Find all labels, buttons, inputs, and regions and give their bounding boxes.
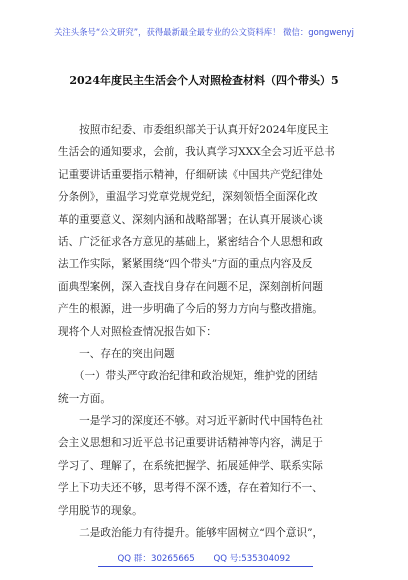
body-line: 生活会的通知要求，会前，我认真学习XXX全会习近平总书 bbox=[58, 146, 335, 159]
body-line: 二是政治能力有待提升。能够牢固树立“四个意识”， bbox=[58, 527, 324, 540]
body-line: 按照市纪委、市委组织部关于认真开好2024年度民主 bbox=[58, 124, 329, 136]
footer-qq-group: QQ 群：30265665 bbox=[117, 554, 195, 564]
body-line: 学上下功夫还不够，思考得不深不透，存在着知行不一、 bbox=[58, 482, 323, 495]
body-line: 话、广泛征求各方意见的基础上，紧密结合个人思想和政 bbox=[58, 235, 323, 248]
body-line: 学用脱节的现象。 bbox=[58, 504, 143, 517]
footer-contact bbox=[0, 552, 408, 564]
header-promo-text: 关注头条号“公文研究”，获得最新最全最专业的公文资料库！ 微信：gongwenyj bbox=[54, 27, 354, 37]
body-line: 面典型案例，深入查找自身存在问题不足，深刻剖析问题 bbox=[58, 280, 323, 293]
document-body bbox=[58, 119, 359, 544]
document-title: 2024年度民主生活会个人对照检查材料（四个带头）5 bbox=[69, 74, 339, 87]
body-line: 一是学习的深度还不够。对习近平新时代中国特色社 bbox=[58, 415, 323, 428]
section-heading: 一、存在的突出问题 bbox=[58, 347, 175, 360]
body-line: 分条例》，重温学习党章党规党纪，深刻领悟全面深化改 bbox=[58, 191, 318, 204]
subsection-heading: （一）带头严守政治纪律和政治规矩，维护党的团结 bbox=[58, 370, 318, 383]
body-line: 会主义思想和习近平总书记重要讲话精神等内容，满足于 bbox=[58, 437, 323, 450]
body-line: 学习了、理解了，在系统把握学、拓展延伸学、联系实际 bbox=[58, 459, 323, 472]
body-line: 记重要讲话重要指示精神，仔细研读《中国共产党纪律处 bbox=[58, 168, 323, 181]
body-line: 现将个人对照检查情况报告如下： bbox=[58, 325, 217, 338]
body-line: 法工作实际，紧紧围绕“四个带头”方面的重点内容及反 bbox=[58, 258, 313, 271]
subsection-heading-cont: 统一方面。 bbox=[58, 392, 111, 405]
footer-qq-number: QQ 号:535304092 bbox=[213, 554, 291, 564]
body-line: 革的重要意义、深刻内涵和战略部署；在认真开展谈心谈 bbox=[58, 213, 323, 226]
footer-underline bbox=[98, 566, 313, 567]
body-line: 产生的根源，进一步明确了今后的努力方向与整改措施。 bbox=[58, 303, 323, 316]
